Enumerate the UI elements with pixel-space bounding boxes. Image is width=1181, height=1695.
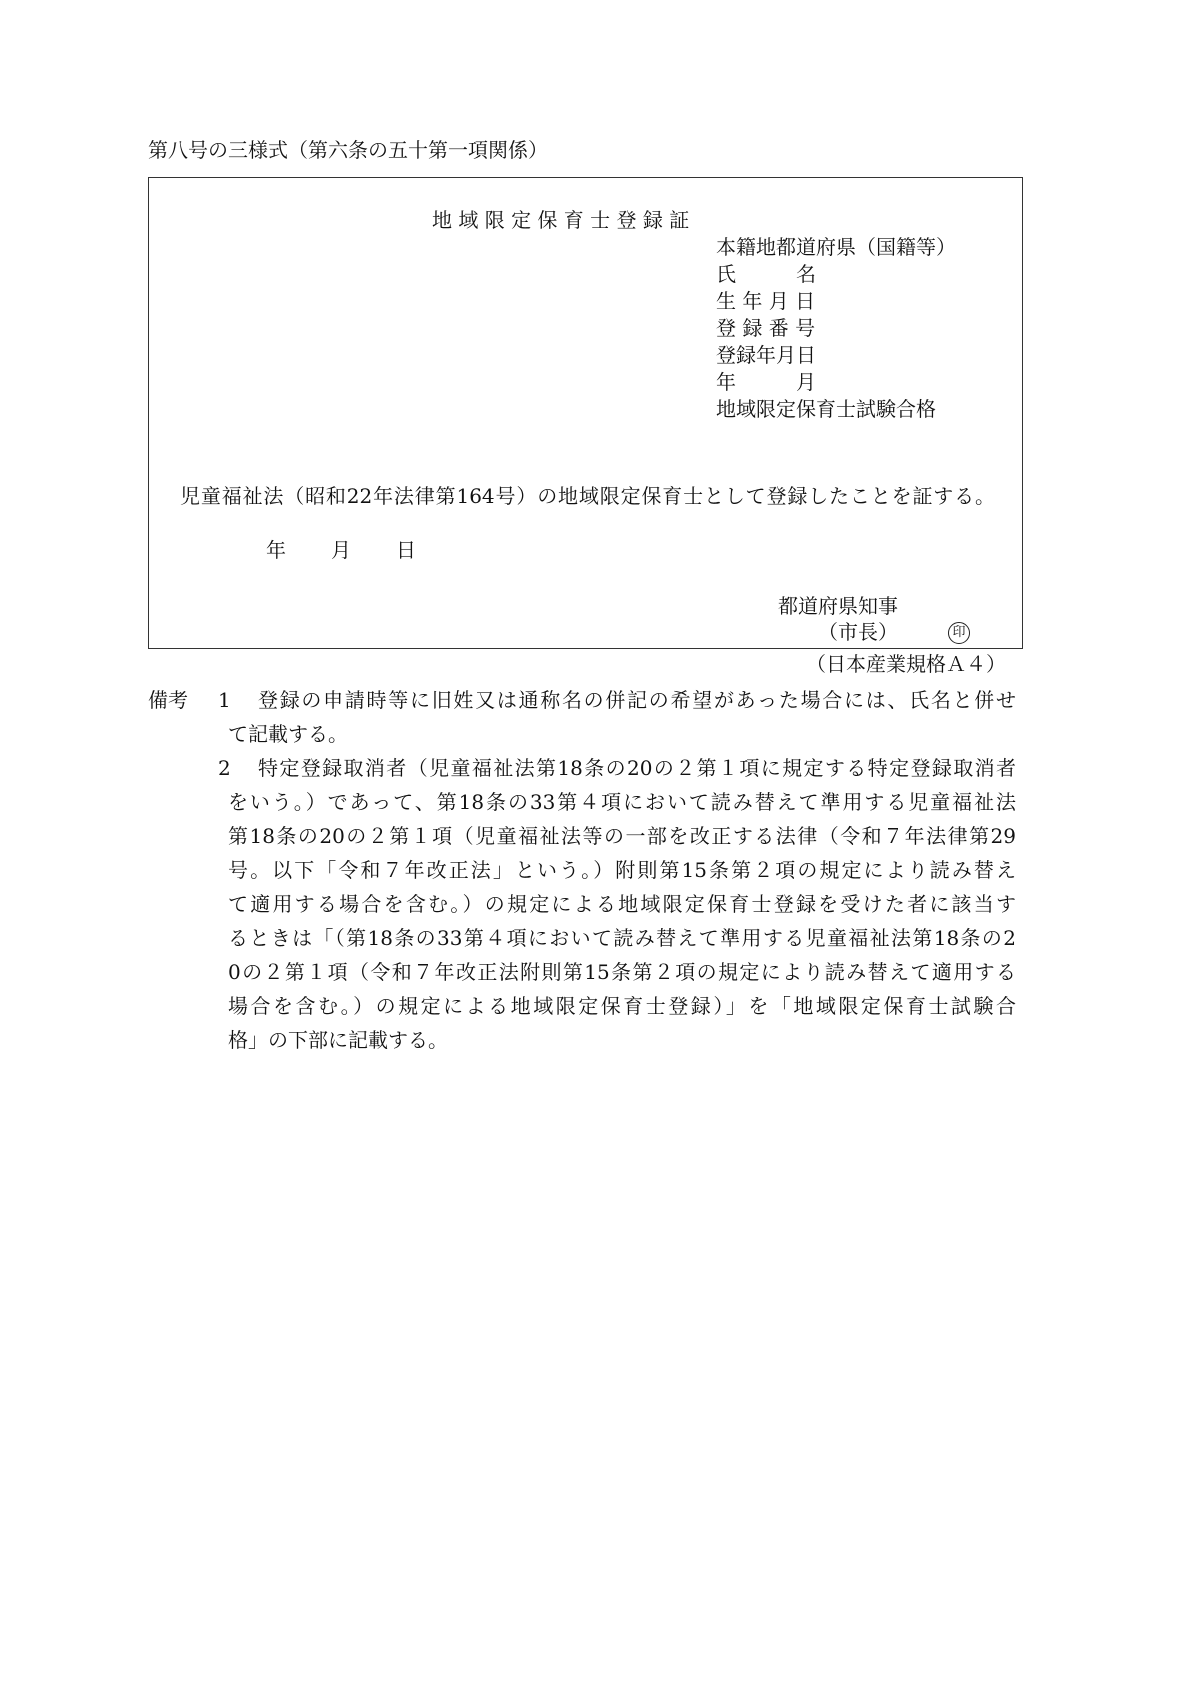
note-number-1: 1 <box>218 688 231 712</box>
field-domicile: 本籍地都道府県（国籍等） <box>716 235 956 259</box>
field-year-month: 年 月 <box>716 370 816 394</box>
field-name: 氏 名 <box>716 262 816 286</box>
note-2-line: 場合を含む。）の規定による地域限定保育士登録）」を「地域限定保育士試験合 <box>228 994 1016 1018</box>
note-2-line: て適用する場合を含む。）の規定による地域限定保育士登録を受けた者に該当す <box>228 892 1016 916</box>
field-registration-date: 登録年月日 <box>716 343 816 367</box>
issuer-alt: （市長） <box>818 620 898 644</box>
certificate-title: 地 域 限 定 保 育 士 登 録 証 <box>432 208 690 232</box>
form-heading: 第八号の三様式（第六条の五十第一項関係） <box>148 138 548 162</box>
notes-label: 備考 <box>148 688 188 712</box>
paper-size: （日本産業規格Ａ４） <box>806 652 1006 676</box>
seal-mark: 印 <box>948 622 970 644</box>
issuer: 都道府県知事 <box>778 594 898 618</box>
note-2-line: 号。以下「令和７年改正法」という。）附則第15条第２項の規定により読み替え <box>228 858 1016 882</box>
field-registration-number: 登 録 番 号 <box>716 316 816 340</box>
certificate-statement: 児童福祉法（昭和22年法律第164号）の地域限定保育士として登録したことを証する。 <box>180 484 995 508</box>
date-month: 月 <box>331 538 351 562</box>
note-2-line: 格」の下部に記載する。 <box>228 1028 448 1052</box>
field-exam-passed: 地域限定保育士試験合格 <box>716 397 936 421</box>
note-1-line: て記載する。 <box>228 722 348 746</box>
note-2-line: るときは「（第18条の33第４項において読み替えて準用する児童福祉法第18条の2 <box>228 926 1016 950</box>
field-birthdate: 生 年 月 日 <box>716 289 816 313</box>
date-year: 年 <box>266 538 286 562</box>
note-2-line: をいう。）であって、第18条の33第４項において読み替えて準用する児童福祉法 <box>228 790 1016 814</box>
note-2-line: 特定登録取消者（児童福祉法第18条の20の２第１項に規定する特定登録取消者 <box>258 756 1016 780</box>
note-2-line: 0の２第１項（令和７年改正法附則第15条第２項の規定により読み替えて適用する <box>228 960 1016 984</box>
note-1-line: 登録の申請時等に旧姓又は通称名の併記の希望があった場合には、氏名と併せ <box>258 688 1016 712</box>
note-2-line: 第18条の20の２第１項（児童福祉法等の一部を改正する法律（令和７年法律第29 <box>228 824 1016 848</box>
note-number-2: 2 <box>218 756 231 780</box>
date-day: 日 <box>396 538 416 562</box>
